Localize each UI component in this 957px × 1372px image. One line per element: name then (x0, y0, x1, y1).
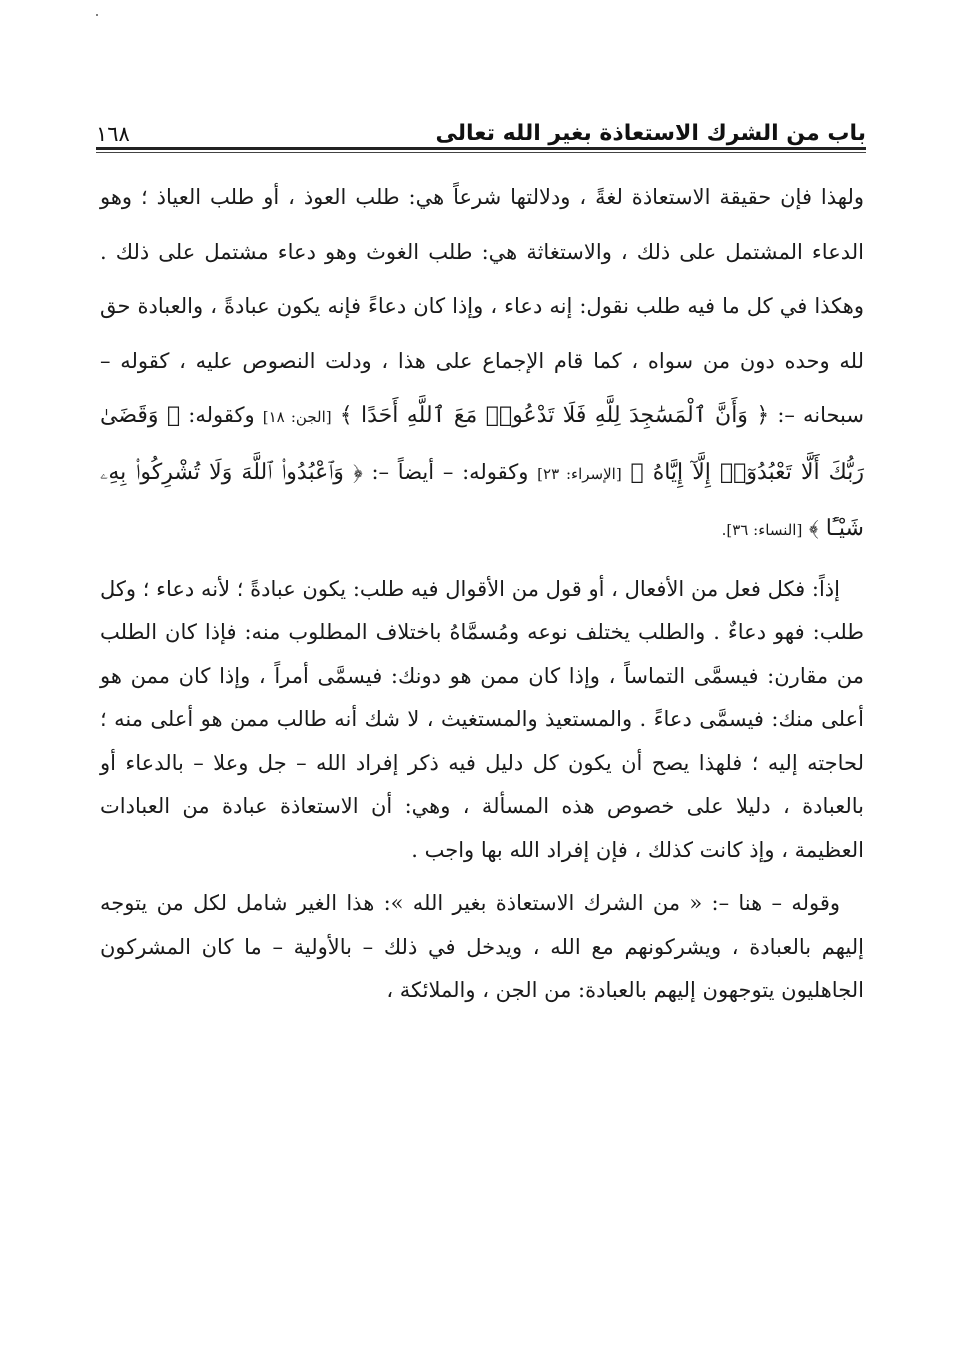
quran-quote-1 (340, 403, 770, 428)
verse-reference: [الإسراء: ٢٣] (537, 464, 622, 483)
ornate-bracket-close: ﴾ (339, 403, 353, 428)
running-header (96, 104, 866, 146)
ornate-bracket-open: ﴿ (166, 403, 181, 428)
header-rule-thin (96, 152, 866, 153)
chapter-title: باب من الشرك الاستعاذة بغير الله تعالى (435, 121, 866, 146)
quote-connector: وكقوله: – أيضاً –: (371, 459, 529, 484)
verse-text: وَقَضَىٰ رَبُّكَ أَلَّا تَعْبُدُوٓا۟ إِلَّآ إِيَّاهُ (100, 403, 864, 485)
verse-reference: [الجن: ١٨] (262, 408, 332, 426)
verse-reference: [النساء: ٣٦]. (721, 521, 803, 539)
paragraph-3-text: وقوله – هنا –: « من الشرك الاستعاذة بغير الله »: هذا الغير شامل لكل من يتوجه إليهم بالعبادة ، ويشركونهم مع الله ، ويدخل في ذلك – بالأولية – ما كان المشركون الجاهليون يتوجهون إليهم بالعبادة: من الجن ، والملائكة ، (100, 891, 864, 1002)
verse-text: وَٱعْبُدُوا۟ ٱللَّهَ وَلَا تُشْرِكُوا۟ بِهِۦ شَيْـًٔا (100, 459, 864, 541)
main-text (100, 170, 864, 1013)
paragraph-3 (100, 882, 864, 1013)
scan-speck (96, 14, 98, 16)
quote-connector: وكقوله: (188, 403, 255, 427)
ornate-bracket-open: ﴿ (352, 459, 363, 485)
paragraph-1-text: ولهذا فإن حقيقة الاستعاذة لغةً ، ودلالتها شرعاً هي: طلب العوذ ، أو طلب العياذ ؛ وهو الدعاء المشتمل على ذلك ، والاستغاثة هي: طلب الغوث وهو دعاء مشتمل على ذلك . وهكذا في كل ما فيه طلب نقول: إنه دعاء ، وإذا كان دعاءً فإنه يكون عبادةً ، والعبادة حق لله وحده دون من سواه ، كما قام الإجماع على هذا ، ودلت النصوص عليه ، كقوله – سبحانه –: (100, 185, 864, 427)
paragraph-2 (100, 568, 864, 873)
page-number: ١٦٨ (96, 122, 130, 146)
ornate-bracket-close: ﴾ (809, 516, 819, 541)
paragraph-1 (100, 170, 864, 558)
header-rule-thick (96, 147, 866, 150)
paragraph-2-text: إذاً: فكل فعل من الأفعال ، أو قول من الأقوال فيه طلب: يكون عبادةً ؛ لأنه دعاء ؛ وكل طلب: فهو دعاءٌ . والطلب يختلف نوعه ومُسمَّاهُ باختلاف المطلوب منه: فإذا كان الطلب من مقارن: فيسمَّى التماساً ، وإذا كان ممن هو دونك: فيسمَّى أمراً ، وإذا كان ممن هو أعلى منك: فيسمَّى دعاءً . والمستعيذ والمستغيث ، لا شك أنه طالب ممن هو أعلى منه ؛ لحاجته إليه ؛ فلهذا يصح أن يكون كل دليل فيه ذكر إفراد الله – جل وعلا – بالدعاء أو بالعبادة ، دليلا على خصوص هذه المسألة ، وهي: أن الاستعاذة عبادة من العبادات العظيمة ، وإذ كانت كذلك ، فإن إفراد الله بها واجب . (100, 576, 864, 862)
ornate-bracket-close: ﴾ (630, 459, 644, 485)
ornate-bracket-open: ﴿ (756, 403, 770, 428)
verse-text: وَأَنَّ ٱلْمَسَٰجِدَ لِلَّهِ فَلَا تَدْعُوا۟ مَعَ ٱللَّهِ أَحَدًا (361, 403, 748, 428)
